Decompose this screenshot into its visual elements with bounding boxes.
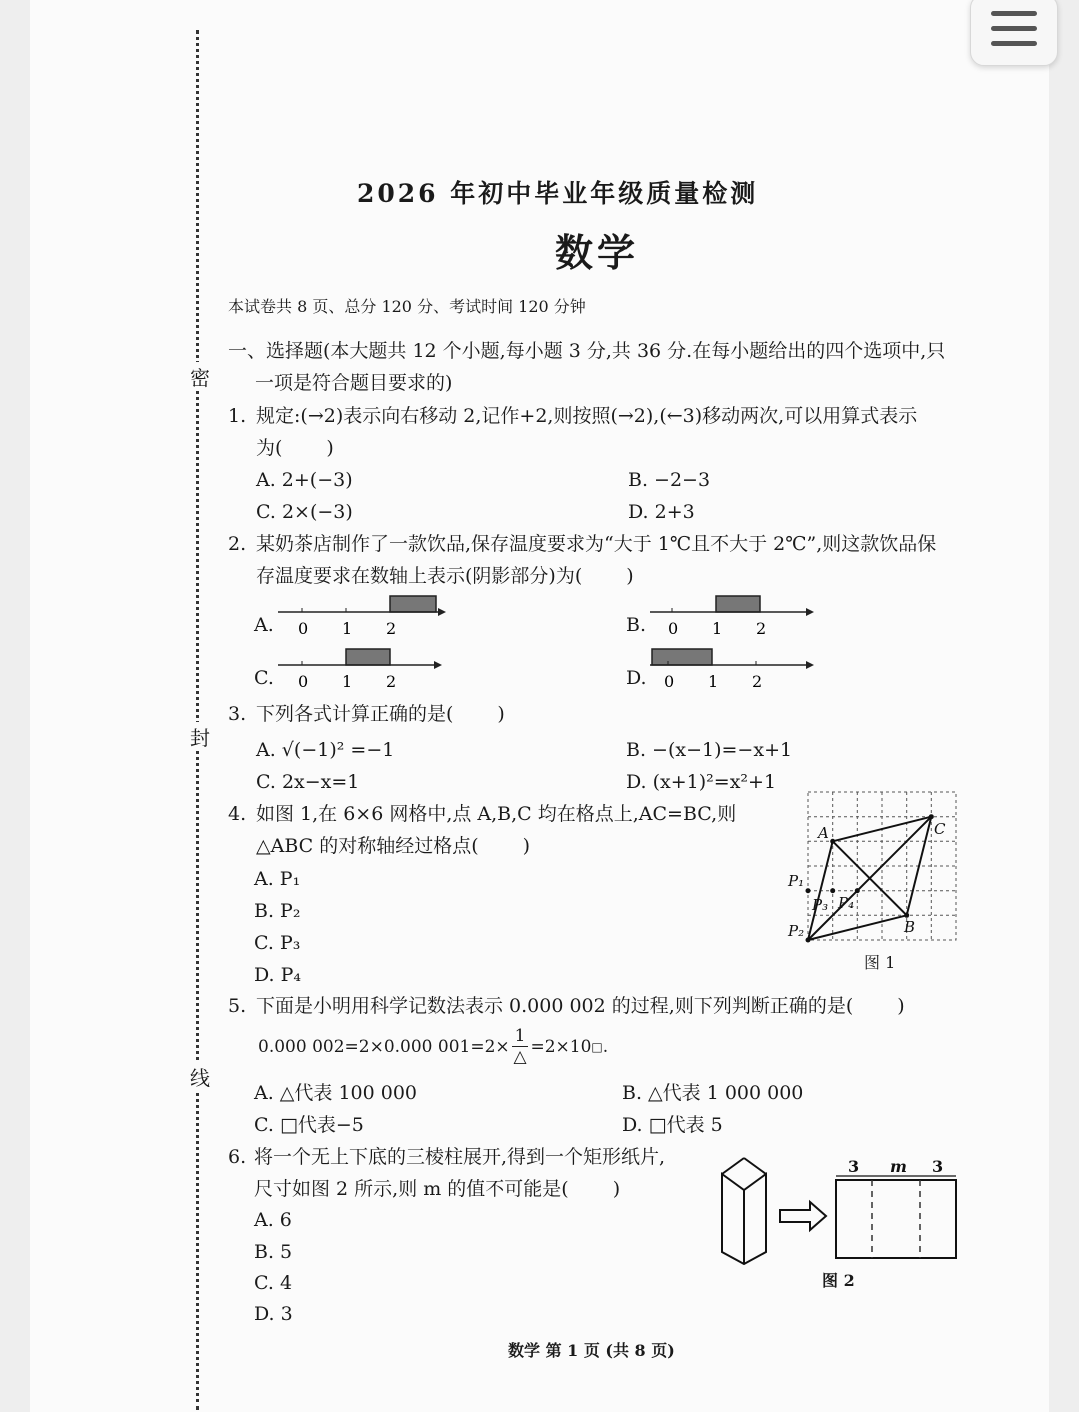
q4-option-c[interactable]: C. P₃ (254, 932, 301, 954)
q6-option-a[interactable]: A. 6 (254, 1209, 292, 1231)
q1-stem-paren-close: ) (326, 437, 334, 459)
tick-0: 0 (668, 619, 679, 638)
exam-title: 2026 年初中毕业年级质量检测 (357, 179, 759, 208)
hamburger-icon-bar (991, 41, 1037, 46)
q5-fraction (512, 1026, 529, 1067)
q6-option-d[interactable]: D. 3 (254, 1303, 293, 1325)
q1-stem-paren-open: 为( (256, 437, 283, 459)
q4-option-b[interactable]: B. P₂ (254, 900, 301, 922)
q5-fraction-denominator: △ (513, 1047, 527, 1067)
dim-left: 3 (848, 1157, 860, 1176)
binding-label-feng: 封 (188, 722, 212, 751)
q6-stem: 将一个无上下底的三棱柱展开,得到一个矩形纸片, (254, 1146, 666, 1168)
q4-option-a[interactable]: A. P₁ (254, 868, 301, 890)
q1-option-b[interactable]: B. −2−3 (628, 469, 711, 491)
label-p2: P₂ (788, 922, 805, 940)
q5-stem (256, 994, 905, 1018)
dim-m: m (890, 1157, 907, 1176)
q3-option-b[interactable]: B. −(x−1)=−x+1 (626, 739, 793, 761)
q5-formula-right: =2×10 (530, 1036, 592, 1057)
q2-numberline-b (642, 590, 822, 640)
dim-right: 3 (932, 1157, 944, 1176)
binding-label-xian: 线 (188, 1062, 212, 1091)
label-c: C (934, 820, 946, 838)
q3-stem-paren-close: ) (497, 703, 505, 725)
tick-2: 2 (386, 672, 397, 691)
q5-option-a[interactable]: A. △代表 100 000 (254, 1082, 418, 1104)
subject-title: 数学 (555, 230, 640, 275)
label-a: A (818, 824, 829, 842)
q5-option-b[interactable]: B. △代表 1 000 000 (622, 1082, 804, 1104)
tick-0: 0 (298, 672, 309, 691)
q2-numberline-c (270, 643, 450, 693)
q5-fraction-numerator: 1 (512, 1026, 529, 1047)
q3-number: 3. (228, 703, 247, 725)
tick-2: 2 (756, 619, 767, 638)
q2-option-c[interactable]: C. (254, 667, 274, 689)
tick-2: 2 (386, 619, 397, 638)
q2-number: 2. (228, 533, 247, 555)
tick-1: 1 (712, 619, 723, 638)
q2-option-d[interactable]: D. (626, 667, 647, 689)
binding-dotted-line (196, 30, 199, 1410)
q4-stem-cont (256, 834, 530, 858)
q1-option-a[interactable]: A. 2+(−3) (256, 469, 353, 491)
q1-number: 1. (228, 405, 247, 427)
tick-2: 2 (752, 672, 763, 691)
figure-1-caption: 图 1 (864, 953, 896, 972)
q5-stem-paren-close: ) (897, 995, 905, 1017)
q4-stem-paren-open: △ABC 的对称轴经过格点( (256, 835, 479, 857)
q2-stem-cont (256, 564, 634, 588)
q2-option-b[interactable]: B. (626, 614, 647, 636)
q1-option-c[interactable]: C. 2×(−3) (256, 501, 353, 523)
q3-option-c[interactable]: C. 2x−x=1 (256, 771, 360, 793)
q1-option-d[interactable]: D. 2+3 (628, 501, 695, 523)
q5-stem-text: 下面是小明用科学记数法表示 0.000 002 的过程,则下列判断正确的是( (256, 995, 854, 1017)
page-footer: 数学 第 1 页 (共 8 页) (508, 1341, 675, 1360)
q2-numberline-d (642, 643, 822, 693)
label-p4: P₄ (838, 894, 855, 912)
q5-number: 5. (228, 995, 247, 1017)
tick-1: 1 (708, 672, 719, 691)
tick-1: 1 (342, 619, 353, 638)
hamburger-icon (991, 11, 1037, 16)
q6-stem-paren-close: ) (612, 1178, 621, 1200)
hamburger-icon-bar (991, 26, 1037, 31)
figure-2-prism-net (712, 1152, 968, 1276)
q5-formula (258, 1026, 608, 1067)
q6-stem-cont (254, 1177, 620, 1201)
q1-stem: 规定:(→2)表示向右移动 2,记作+2,则按照(→2),(←3)移动两次,可以用算式表示 (256, 405, 918, 427)
q6-stem-paren-open: 尺寸如图 2 所示,则 m 的值不可能是( (254, 1178, 569, 1200)
q5-option-d[interactable]: D. □代表 5 (622, 1114, 723, 1136)
q6-option-b[interactable]: B. 5 (254, 1241, 293, 1263)
q1-stem-cont (256, 436, 334, 460)
q2-option-a[interactable]: A. (254, 614, 274, 636)
q6-number: 6. (228, 1146, 247, 1168)
tick-0: 0 (298, 619, 309, 638)
figure-1-grid (786, 786, 966, 976)
figure-2-caption: 图 2 (822, 1271, 855, 1290)
label-p3: P₃ (812, 896, 829, 914)
q5-formula-exponent: □ (591, 1039, 603, 1054)
q6-option-c[interactable]: C. 4 (254, 1272, 293, 1294)
q3-option-d[interactable]: D. (x+1)²=x²+1 (626, 771, 777, 793)
q2-stem-paren-close: ) (626, 565, 634, 587)
q2-stem: 某奶茶店制作了一款饮品,保存温度要求为“大于 1℃且不大于 2℃”,则这款饮品保 (256, 533, 937, 555)
q5-option-c[interactable]: C. □代表−5 (254, 1114, 364, 1136)
tick-1: 1 (342, 672, 353, 691)
q2-numberline-a (270, 590, 450, 640)
tick-0: 0 (664, 672, 675, 691)
q3-option-a[interactable]: A. √(−1)² =−1 (256, 739, 395, 761)
q2-stem-paren-open: 存温度要求在数轴上表示(阴影部分)为( (256, 565, 583, 587)
q3-stem (256, 702, 505, 726)
section-header: 一、选择题(本大题共 12 个小题,每小题 3 分,共 36 分.在每小题给出的四个选项中,只 (228, 340, 946, 362)
menu-button[interactable] (970, 0, 1058, 66)
q4-stem-paren-close: ) (522, 835, 531, 857)
q5-formula-left: 0.000 002=2×0.000 001=2× (258, 1036, 510, 1057)
label-b: B (904, 918, 916, 936)
q4-number: 4. (228, 803, 247, 825)
section-header-cont: 一项是符合题目要求的) (255, 372, 453, 394)
exam-info: 本试卷共 8 页、总分 120 分、考试时间 120 分钟 (228, 297, 586, 316)
label-p1: P₁ (788, 872, 805, 890)
q4-option-d[interactable]: D. P₄ (254, 964, 302, 986)
binding-label-mi: 密 (188, 362, 212, 391)
q5-formula-end: . (602, 1036, 609, 1057)
q4-stem: 如图 1,在 6×6 网格中,点 A,B,C 均在格点上,AC=BC,则 (256, 803, 737, 825)
q3-stem-text: 下列各式计算正确的是( (256, 703, 454, 725)
